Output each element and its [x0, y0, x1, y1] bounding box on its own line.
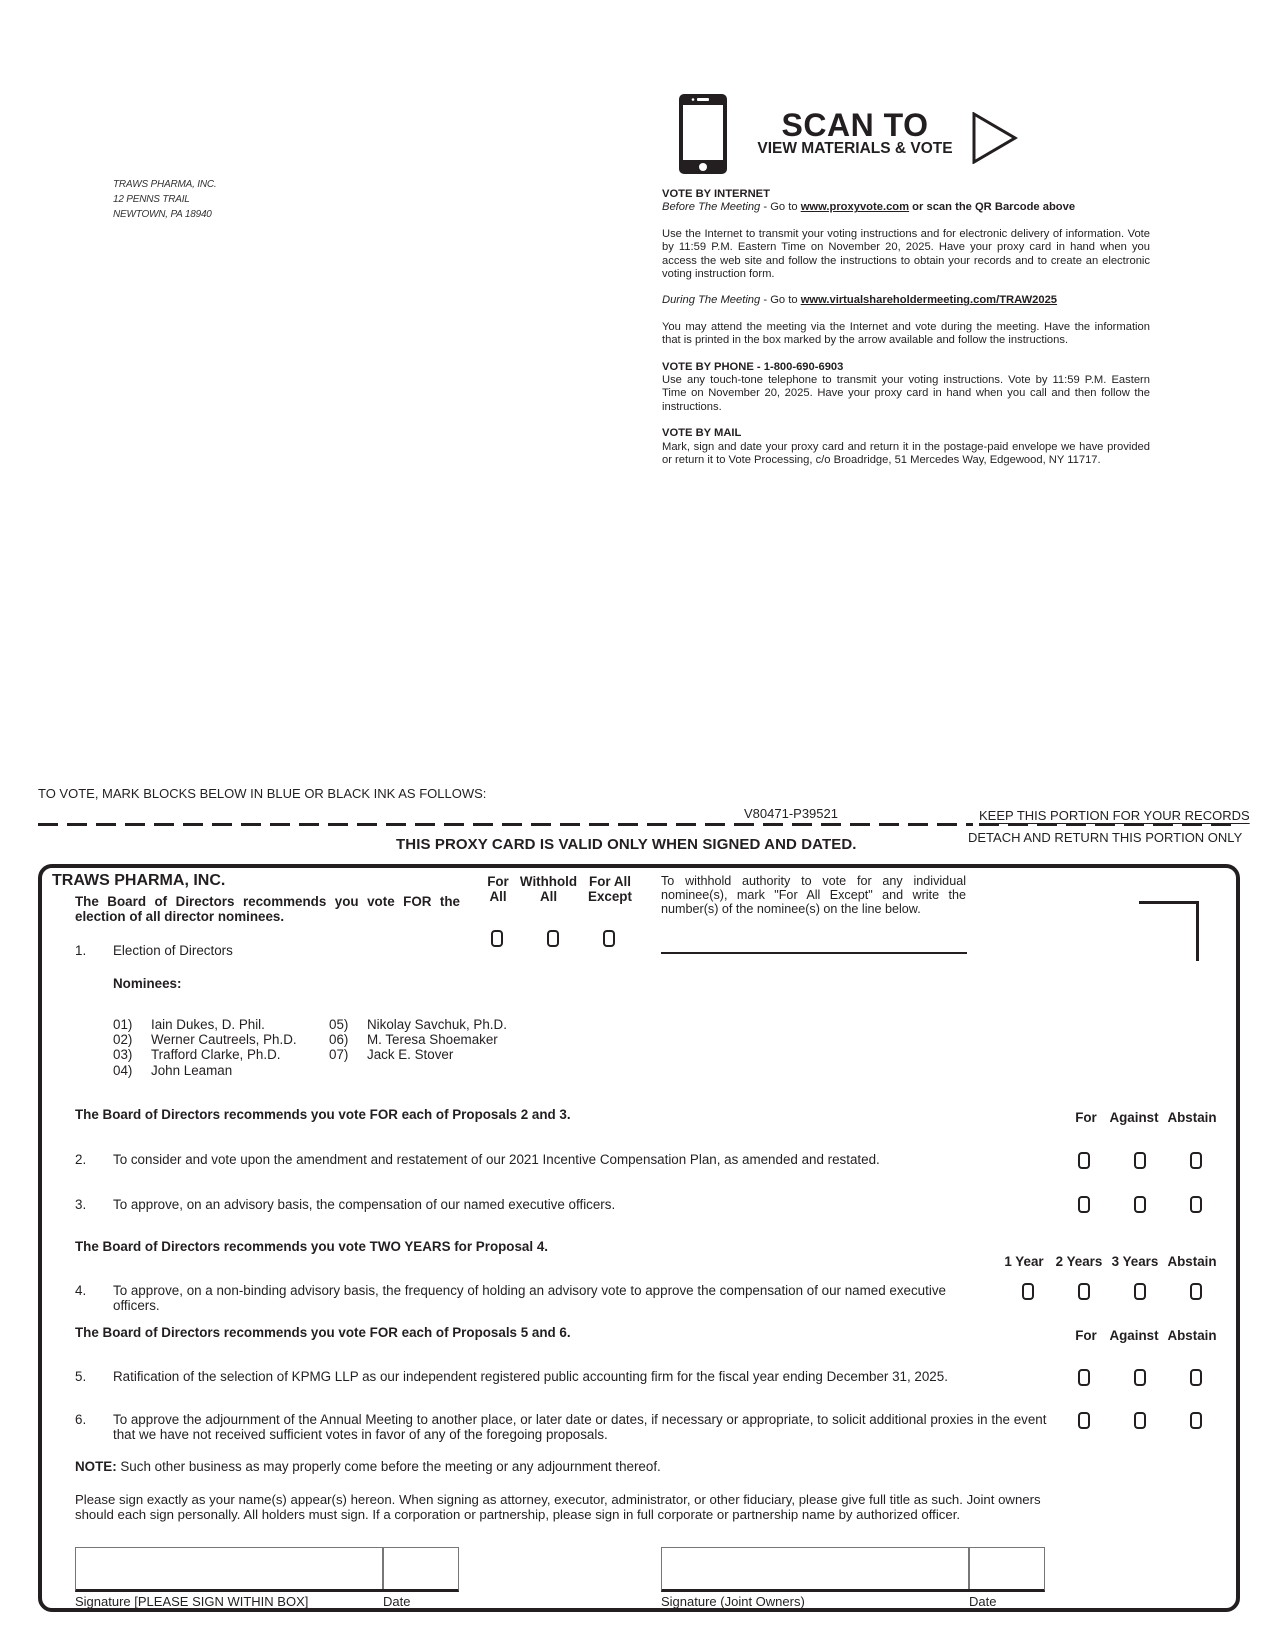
checkbox-p5-for[interactable] — [1078, 1369, 1090, 1386]
nominee-number: 07) — [329, 1047, 349, 1063]
checkbox-p2-for[interactable] — [1078, 1152, 1090, 1169]
before-suffix: or scan the QR Barcode above — [909, 201, 1076, 214]
col-against: Against — [1109, 1328, 1159, 1343]
signature-box[interactable] — [75, 1547, 459, 1592]
col-for-all-except — [584, 874, 636, 904]
checkbox-p6-against[interactable] — [1134, 1412, 1146, 1429]
checkbox-p4-3-years[interactable] — [1134, 1283, 1146, 1300]
nominee — [113, 1047, 297, 1062]
nominee — [113, 1017, 297, 1032]
nominee-number: 05) — [329, 1017, 349, 1032]
proposal-4-recommendation: The Board of Directors recommends you vote TWO YEARS for Proposal 4. — [75, 1239, 548, 1254]
before-goto: - Go to — [760, 201, 801, 214]
nominees-label: Nominees: — [113, 976, 182, 991]
proposal-number: 1. — [75, 943, 87, 958]
col-label: All — [489, 889, 507, 904]
valid-notice: THIS PROXY CARD IS VALID ONLY WHEN SIGNED AND DATED. — [396, 836, 857, 853]
nominee-name: Nikolay Savchuk, Ph.D. — [367, 1017, 507, 1032]
col-label: Except — [588, 889, 632, 904]
checkbox-p4-2-years[interactable] — [1078, 1283, 1090, 1300]
proposal-2 — [75, 1152, 975, 1168]
during-goto: - Go to — [760, 294, 801, 307]
nominee — [329, 1017, 507, 1032]
nominee — [329, 1032, 507, 1047]
during-meeting-line — [662, 294, 1150, 307]
proposal-text: To approve, on a non-binding advisory basis, the frequency of holding an advisory vote to approve the compensation of our named executive officers. — [113, 1283, 946, 1313]
control-number: V80471-P39521 — [744, 806, 838, 821]
col-label: Withhold — [519, 874, 578, 889]
col-abstain: Abstain — [1167, 1328, 1217, 1343]
proposal-number: 6. — [75, 1412, 87, 1427]
during-body: You may attend the meeting via the Internet and vote during the meeting. Have the information that is printed in the box marked by the arrow available and follow the instructions. — [662, 320, 1150, 347]
date-label: Date — [383, 1594, 411, 1609]
joint-date-label: Date — [969, 1594, 997, 1609]
checkbox-p5-abstain[interactable] — [1190, 1369, 1202, 1386]
proposal-3 — [75, 1197, 975, 1213]
nominee-number: 02) — [113, 1032, 133, 1048]
proposal-6 — [75, 1412, 1065, 1444]
col-label: For — [487, 874, 509, 889]
nominee-name: Jack E. Stover — [367, 1047, 454, 1063]
signature-date-divider — [968, 1548, 970, 1589]
col-for: For — [1075, 1110, 1097, 1125]
col-3-years: 3 Years — [1111, 1254, 1159, 1269]
note-label: NOTE: — [75, 1459, 117, 1474]
checkbox-for-all[interactable] — [491, 930, 503, 947]
nominee-name: M. Teresa Shoemaker — [367, 1032, 498, 1048]
voting-instructions — [662, 188, 1150, 468]
nominee — [113, 1063, 297, 1078]
company-name: TRAWS PHARMA, INC. — [52, 872, 226, 889]
nominee-number: 01) — [113, 1017, 133, 1032]
phone-body: Use any touch-tone telephone to transmit your voting instructions. Vote by 11:59 P.M. Eastern Time on November 20, 2025. Have your proxy card in hand when you call and then follow the instructions. — [662, 374, 1150, 413]
corner-registration-mark — [1139, 901, 1199, 961]
note — [75, 1459, 661, 1474]
phone-heading: VOTE BY PHONE - 1-800-690-6903 — [662, 360, 844, 373]
sign-instructions: Please sign exactly as your name(s) appear(s) hereon. When signing as attorney, executor, administrator, or other fiduciary, please give full title as such. Joint owners should each sign personally. All holders must sign. If a corporation or partnership, please sign in full corporate or partnership name by authorized officer. — [75, 1492, 1041, 1522]
checkbox-p3-against[interactable] — [1134, 1196, 1146, 1213]
nominee-name: John Leaman — [151, 1062, 233, 1078]
except-nominee-line[interactable] — [661, 952, 967, 954]
col-against: Against — [1109, 1110, 1159, 1125]
joint-signature-box[interactable] — [661, 1547, 1045, 1592]
col-abstain: Abstain — [1167, 1254, 1217, 1269]
nominee-name: Werner Cautreels, Ph.D. — [151, 1032, 297, 1048]
nominee — [113, 1032, 297, 1047]
before-meeting-label: Before The Meeting — [662, 201, 761, 214]
checkbox-p4-1-year[interactable] — [1022, 1283, 1034, 1300]
return-address-street: 12 PENNS TRAIL — [113, 194, 190, 205]
detach-label: DETACH AND RETURN THIS PORTION ONLY — [968, 830, 1243, 845]
perforation-line-right — [979, 823, 1239, 826]
perforation-line — [38, 823, 973, 826]
checkbox-for-all-except[interactable] — [603, 930, 615, 947]
col-1-year: 1 Year — [1004, 1254, 1044, 1269]
note-text: Such other business as may properly come before the meeting or any adjournment thereof. — [116, 1459, 661, 1474]
col-abstain: Abstain — [1167, 1110, 1217, 1125]
phone-icon — [679, 94, 727, 174]
directors-recommendation: The Board of Directors recommends you vote FOR the election of all director nominees. — [75, 894, 460, 924]
proposal-number: 5. — [75, 1369, 87, 1384]
checkbox-p2-abstain[interactable] — [1190, 1152, 1202, 1169]
proposal-text: Election of Directors — [113, 943, 233, 958]
keep-portion-label: KEEP THIS PORTION FOR YOUR RECORDS — [979, 808, 1250, 823]
checkbox-p5-against[interactable] — [1134, 1369, 1146, 1386]
col-withhold-all — [516, 874, 581, 904]
mail-body: Mark, sign and date your proxy card and return it in the postage-paid envelope we have provided or return it to Vote Processing, c/o Broadridge, 51 Mercedes Way, Edgewood, NY 11717. — [662, 440, 1150, 467]
col-2-years: 2 Years — [1055, 1254, 1103, 1269]
col-for: For — [1075, 1328, 1097, 1343]
mark-instructions: TO VOTE, MARK BLOCKS BELOW IN BLUE OR BLACK INK AS FOLLOWS: — [38, 786, 487, 801]
withhold-instructions: To withhold authority to vote for any individual nominee(s), mark "For All Except" and write the number(s) of the nominee(s) on the line below. — [661, 874, 966, 917]
signature-date-divider — [382, 1548, 384, 1589]
signature-label: Signature [PLEASE SIGN WITHIN BOX] — [75, 1594, 309, 1609]
scan-subtitle: VIEW MATERIALS & VOTE — [757, 140, 953, 157]
proposal-number: 4. — [75, 1283, 87, 1298]
nominee-name: Iain Dukes, D. Phil. — [151, 1017, 265, 1032]
nominee-number: 06) — [329, 1032, 349, 1048]
checkbox-p3-abstain[interactable] — [1190, 1196, 1202, 1213]
proposal-number: 2. — [75, 1152, 87, 1167]
nominee — [329, 1047, 507, 1062]
col-label: For All — [589, 874, 631, 889]
play-arrow-icon — [972, 112, 1018, 164]
checkbox-withhold-all[interactable] — [547, 930, 559, 947]
proposal-4 — [75, 1283, 975, 1315]
proposal-5 — [75, 1369, 1035, 1385]
return-address-company: TRAWS PHARMA, INC. — [113, 179, 217, 190]
internet-heading: VOTE BY INTERNET — [662, 188, 770, 200]
col-label: All — [539, 889, 558, 904]
internet-body: Use the Internet to transmit your voting instructions and for electronic delivery of information. Vote by 11:59 P.M. Eastern Time on November 20, 2025. Have your proxy card in hand when you access the web site and follow the instructions to obtain your records and to create an electronic voting instruction form. — [662, 227, 1150, 281]
return-address — [113, 177, 216, 222]
proposal-text: To approve the adjournment of the Annual Meeting to another place, or later date or dates, if necessary or appropriate, to solicit additional proxies in the event that we have not received sufficient votes in favor of any of the foregoing proposals. — [113, 1412, 1047, 1442]
virtual-meeting-link[interactable]: www.virtualshareholdermeeting.com/TRAW2025 — [800, 294, 1058, 307]
proposal-text: To approve, on an advisory basis, the compensation of our named executive officers. — [113, 1197, 616, 1212]
nominee-number: 04) — [113, 1062, 133, 1078]
proposal-1 — [75, 943, 475, 959]
nominee-number: 03) — [113, 1047, 133, 1063]
during-meeting-label: During The Meeting — [662, 294, 761, 307]
mail-heading: VOTE BY MAIL — [662, 427, 742, 440]
checkbox-p6-abstain[interactable] — [1190, 1412, 1202, 1429]
col-for-all — [483, 874, 513, 904]
checkbox-p3-for[interactable] — [1078, 1196, 1090, 1213]
proposals-2-3-recommendation: The Board of Directors recommends you vote FOR each of Proposals 2 and 3. — [75, 1107, 571, 1122]
proposal-number: 3. — [75, 1197, 87, 1212]
nominees-list-left — [113, 1017, 297, 1078]
proposal-text: To consider and vote upon the amendment and restatement of our 2021 Incentive Compensation Plan, as amended and restated. — [113, 1152, 880, 1167]
proposal-text: Ratification of the selection of KPMG LLP as our independent registered public accounting firm for the fiscal year ending December 31, 2025. — [113, 1369, 948, 1384]
scan-title: SCAN TO — [781, 107, 929, 143]
nominee-name: Trafford Clarke, Ph.D. — [151, 1047, 281, 1063]
proposals-5-6-recommendation: The Board of Directors recommends you vote FOR each of Proposals 5 and 6. — [75, 1325, 571, 1340]
return-address-city: NEWTOWN, PA 18940 — [113, 209, 212, 220]
checkbox-p2-against[interactable] — [1134, 1152, 1146, 1169]
checkbox-p4-abstain[interactable] — [1190, 1283, 1202, 1300]
checkbox-p6-for[interactable] — [1078, 1412, 1090, 1429]
nominees-list-right — [329, 1017, 507, 1063]
before-meeting-line — [662, 201, 1150, 214]
proxyvote-link[interactable]: www.proxyvote.com — [800, 201, 910, 214]
joint-signature-label: Signature (Joint Owners) — [661, 1594, 805, 1609]
